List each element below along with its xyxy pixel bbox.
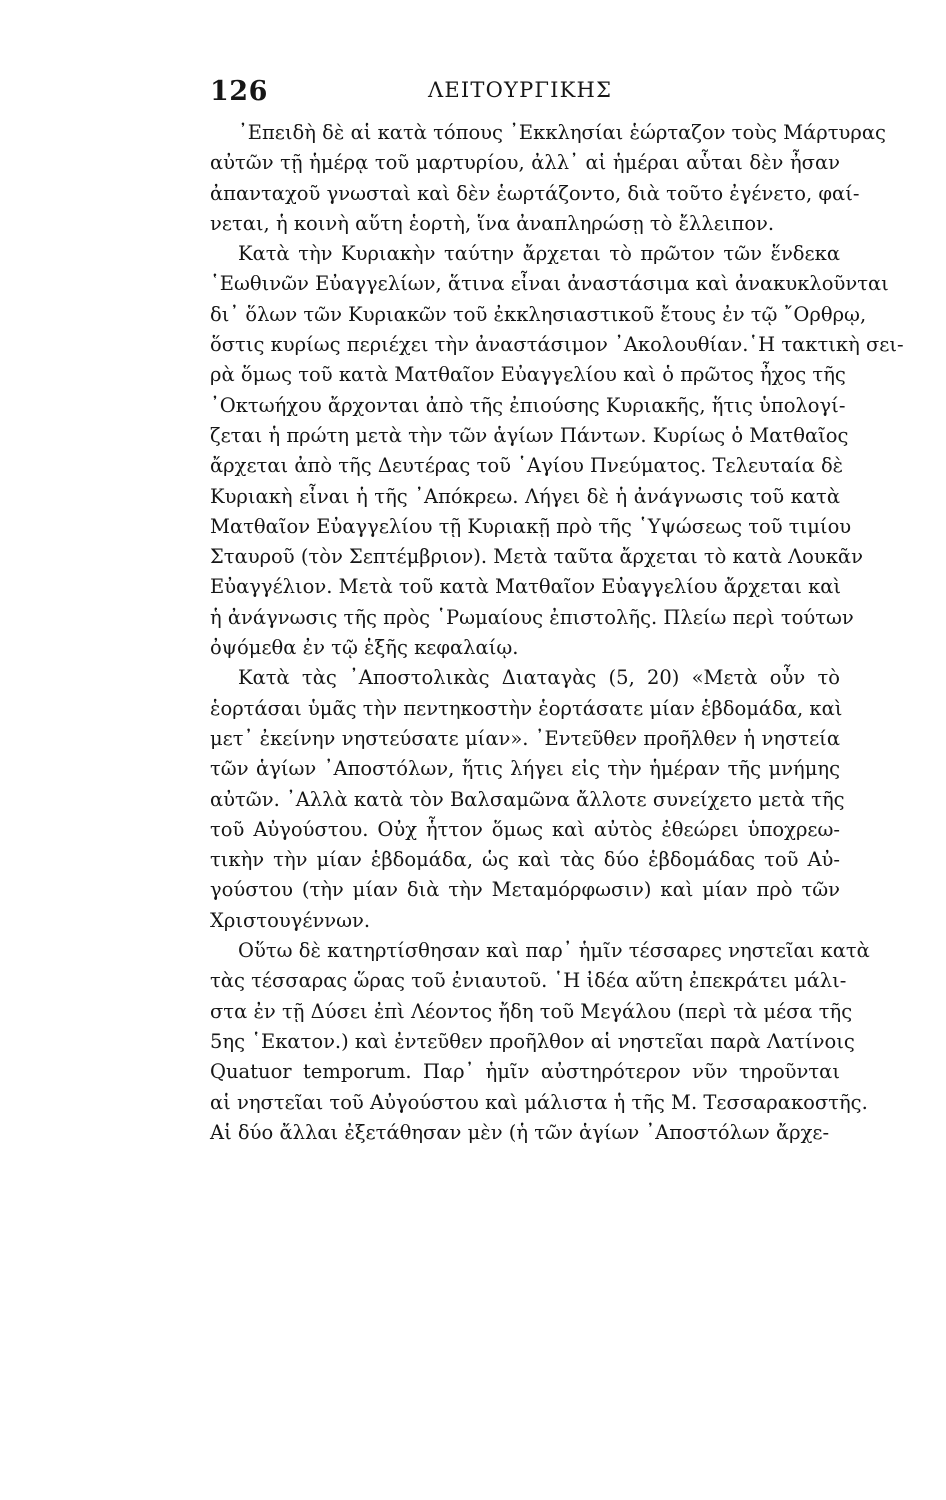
text-line: ᾿Οκτωήχου ἄρχονται ἀπὸ τῆς ἐπιούσης Κυριακῆς, ἥτις ὑπολογί- xyxy=(210,393,846,417)
text-line: Σταυροῦ (τὸν Σεπτέμβριον). Μετὰ ταῦτα ἄρχεται τὸ κατὰ Λουκᾶν xyxy=(210,545,863,569)
text-line: αὐτῶν. ᾿Αλλὰ κατὰ τὸν Βαλσαμῶνα ἄλλοτε συνείχετο μετὰ τῆς xyxy=(210,787,845,811)
text-line: τικὴν τὴν μίαν ἑβδομάδα, ὡς καὶ τὰς δύο ἑβδομάδας τοῦ Αὐ- xyxy=(210,848,840,872)
paragraph xyxy=(210,239,904,663)
text-line: Κυριακὴ εἶναι ἡ τῆς ᾿Απόκρεω. Λήγει δὲ ἡ ἀνάγνωσις τοῦ κατὰ xyxy=(210,484,840,508)
text-line: Ματθαῖον Εὐαγγελίου τῇ Κυριακῇ πρὸ τῆς ῾Υψώσεως τοῦ τιμίου xyxy=(210,514,852,538)
text-line: ζεται ἡ πρώτη μετὰ τὴν τῶν ἁγίων Πάντων. Κυρίως ὁ Ματθαῖος xyxy=(210,423,849,447)
text-line: Οὕτω δὲ κατηρτίσθησαν καὶ παρ᾿ ἡμῖν τέσσαρες νηστεῖαι κατὰ xyxy=(238,939,870,963)
text-line: Quatuor temporum. Παρ᾿ ἡμῖν αὐστηρότερον νῦν τηροῦνται xyxy=(210,1060,840,1084)
text-line: ἡ ἀνάγνωσις τῆς πρὸς ῾Ρωμαίους ἐπιστολῆς. Πλείω περὶ τούτων xyxy=(210,605,854,629)
text-line: τὰς τέσσαρας ὥρας τοῦ ἐνιαυτοῦ. ῾Η ἰδέα αὕτη ἐπεκράτει μάλι- xyxy=(210,969,847,993)
text-line: αὐτῶν τῇ ἡμέρᾳ τοῦ μαρτυρίου, ἀλλ᾿ αἱ ἡμέραι αὗται δὲν ἦσαν xyxy=(210,151,840,175)
paragraph xyxy=(210,936,870,1148)
text-line: ῾Εωθινῶν Εὐαγγελίων, ἅτινα εἶναι ἀναστάσιμα καὶ ἀνακυκλοῦνται xyxy=(210,272,889,296)
text-line: ἄρχεται ἀπὸ τῆς Δευτέρας τοῦ ῾Αγίου Πνεύματος. Τελευταία δὲ xyxy=(210,454,844,478)
text-line: δι᾿ ὅλων τῶν Κυριακῶν τοῦ ἐκκλησιαστικοῦ ἔτους ἐν τῷ ῎Ορθρῳ, xyxy=(210,302,867,326)
text-line: Εὐαγγέλιον. Μετὰ τοῦ κατὰ Ματθαῖον Εὐαγγελίου ἄρχεται καὶ xyxy=(210,575,842,599)
paragraph xyxy=(210,118,886,239)
text-line: Κατὰ τὴν Κυριακὴν ταύτην ἄρχεται τὸ πρῶτον τῶν ἕνδεκα xyxy=(238,242,840,266)
text-line: Χριστουγέννων. xyxy=(210,908,371,932)
text-line: ὅστις κυρίως περιέχει τὴν ἀναστάσιμον ᾿Ακολουθίαν.῾Η τακτικὴ σει- xyxy=(210,333,904,357)
text-line: μετ᾿ ἐκείνην νηστεύσατε μίαν». ᾿Εντεῦθεν προῆλθεν ἡ νηστεία xyxy=(210,726,840,750)
text-line: γούστου (τὴν μίαν διὰ τὴν Μεταμόρφωσιν) καὶ μίαν πρὸ τῶν xyxy=(210,878,840,902)
paragraph xyxy=(210,663,845,936)
text-line: Αἱ δύο ἄλλαι ἐξετάθησαν μὲν (ἡ τῶν ἁγίων ᾿Αποστόλων ἄρχε- xyxy=(210,1120,830,1144)
text-line: νεται, ἡ κοινὴ αὕτη ἑορτὴ, ἵνα ἀναπληρώσῃ τὸ ἔλλειπον. xyxy=(210,211,775,235)
text-line: ὀψόμεθα ἐν τῷ ἑξῆς κεφαλαίῳ. xyxy=(210,636,519,660)
page-header xyxy=(210,72,840,112)
text-line: στα ἐν τῇ Δύσει ἐπὶ Λέοντος ἤδη τοῦ Μεγάλου (περὶ τὰ μέσα τῆς xyxy=(210,999,853,1023)
text-line: ἀπανταχοῦ γνωσταὶ καὶ δὲν ἑωρτάζοντο, διὰ τοῦτο ἐγένετο, φαί- xyxy=(210,181,860,205)
running-head: ΛΕΙΤΟΥΡΓΙΚΗΣ xyxy=(428,78,613,102)
body-text xyxy=(210,118,904,1148)
text-line: τῶν ἁγίων ᾿Αποστόλων, ἥτις λήγει εἰς τὴν ἡμέραν τῆς μνήμης xyxy=(210,757,840,781)
text-line: τοῦ Αὐγούστου. Οὐχ ἧττον ὅμως καὶ αὐτὸς ἐθεώρει ὑποχρεω- xyxy=(210,817,840,841)
text-line: ρὰ ὅμως τοῦ κατὰ Ματθαῖον Εὐαγγελίου καὶ ὁ πρῶτος ἦχος τῆς xyxy=(210,363,846,387)
text-line: Κατὰ τὰς ᾿Αποστολικὰς Διαταγὰς (5, 20) «Μετὰ οὖν τὸ xyxy=(238,666,840,690)
text-line: 5ης ῾Εκατον.) καὶ ἐντεῦθεν προῆλθον αἱ νηστεῖαι παρὰ Λατίνοις xyxy=(210,1029,855,1053)
page-number: 126 xyxy=(210,76,268,107)
text-line: αἱ νηστεῖαι τοῦ Αὐγούστου καὶ μάλιστα ἡ τῆς Μ. Τεσσαρακοστῆς. xyxy=(210,1090,868,1114)
text-line: ἑορτάσαι ὑμᾶς τὴν πεντηκοστὴν ἑορτάσατε μίαν ἑβδομάδα, καὶ xyxy=(210,696,843,720)
text-line: ᾿Επειδὴ δὲ αἱ κατὰ τόπους ᾿Εκκλησίαι ἑώρταζον τοὺς Μάρτυρας xyxy=(238,121,886,144)
